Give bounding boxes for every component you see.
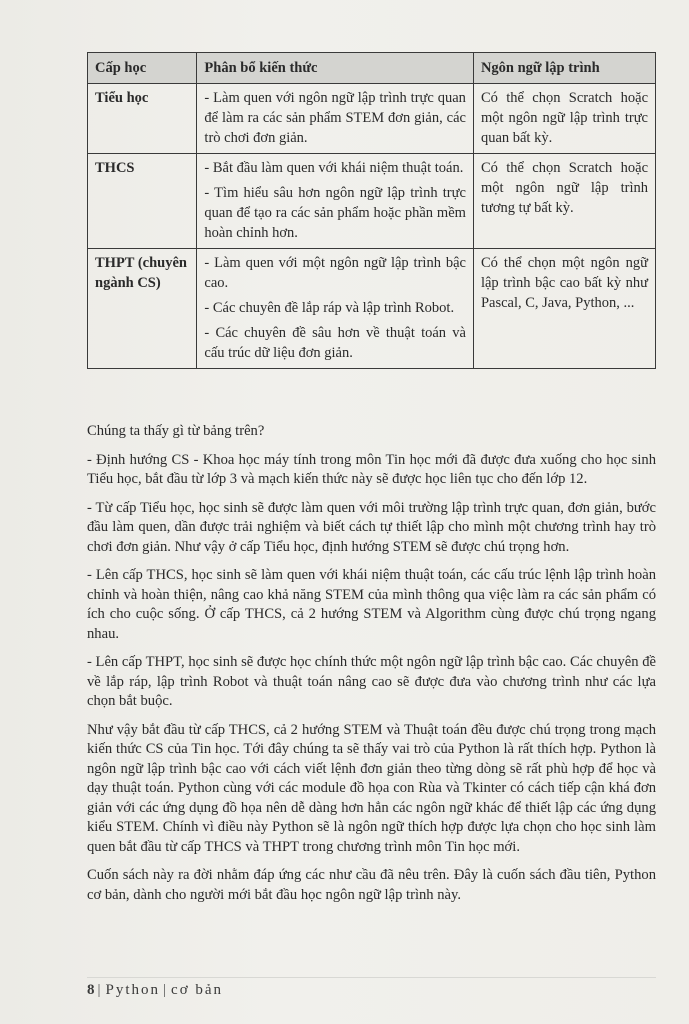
knowledge-item: - Các chuyên đề sâu hơn về thuật toán và cấu trúc dữ liệu đơn giản. xyxy=(204,325,466,361)
header-level: Cấp học xyxy=(88,53,197,84)
header-knowledge: Phân bổ kiến thức xyxy=(197,53,474,84)
book-title-word: Python xyxy=(105,982,161,998)
cell-language xyxy=(473,154,655,249)
header-language: Ngôn ngữ lập trình xyxy=(473,53,655,84)
language-text: Có thể chọn Scratch hoặc một ngôn ngữ lập trình tương tự bất kỳ. xyxy=(480,160,648,216)
cell-language xyxy=(473,84,655,154)
table-header-row xyxy=(88,53,656,84)
language-text: Có thể chọn Scratch hoặc một ngôn ngữ lập trình trực quan bất kỳ. xyxy=(480,90,648,146)
paragraph-book-purpose: Cuốn sách này ra đời nhằm đáp ứng các như cầu đã nêu trên. Đây là cuốn sách đầu tiên, Python cơ bản, dành cho người mới bắt đầu học ngôn ngữ lập trình này. xyxy=(87,867,656,903)
page-number: 8 xyxy=(87,982,95,998)
knowledge-item: - Tìm hiểu sâu hơn ngôn ngữ lập trình trực quan để tạo ra các sản phẩm hoặc phần mềm hoàn chỉnh hơn. xyxy=(204,185,466,241)
cell-knowledge xyxy=(197,249,474,369)
paragraph-python-role: Như vậy bắt đầu từ cấp THCS, cả 2 hướng STEM và Thuật toán đều được chú trọng trong mạch kiến thức CS của Tin học. Tới đây chúng ta sẽ thấy vai trò của Python là rất thích hợp. Python là ngôn ngữ lập trình bậc cao với cách viết lệnh đơn giản theo từng dòng sẽ rất phù hợp để học và dạy thuật toán. Python cùng với các module đồ họa con Rùa và Tkinter có cách tiếp cận khá đơn giản với các ứng dụng đồ họa nên dễ dàng hơn hẳn các ngôn ngữ khác để thiết lập các ứng dụng kiểu STEM. Chính vì điều này Python sẽ là ngôn ngữ thích hợp được lựa chọn cho học sinh làm quen bắt đầu từ cấp THCS và THPT trong chương trình môn Tin học mới. xyxy=(87,721,656,855)
paragraph-high-school: - Lên cấp THPT, học sinh sẽ được học chính thức một ngôn ngữ lập trình bậc cao. Các chuyên đề về lắp ráp, lập trình Robot và thuật toán nâng cao sẽ được đưa vào chương trình như các lựa chọn bắt buộc. xyxy=(87,654,656,709)
cell-level: Tiểu học xyxy=(88,84,197,154)
cell-language xyxy=(473,249,655,369)
table-row xyxy=(88,154,656,249)
knowledge-item: - Bắt đầu làm quen với khái niệm thuật toán. xyxy=(204,160,464,176)
knowledge-item: - Làm quen với một ngôn ngữ lập trình bậc cao. xyxy=(204,255,466,291)
paragraph-intro-question: Chúng ta thấy gì từ bảng trên? xyxy=(87,423,265,439)
cell-knowledge xyxy=(197,84,474,154)
knowledge-item: - Các chuyên đề lắp ráp và lập trình Robot. xyxy=(204,300,455,316)
body-text xyxy=(87,422,656,914)
paragraph-cs-orientation: - Định hướng CS - Khoa học máy tính trong môn Tin học mới đã được đưa xuống cho học sinh Tiểu học, bắt đầu từ lớp 3 và mạch kiến thức này sẽ được học liên tục cho đến lớp 12. xyxy=(87,451,656,487)
cell-level: THCS xyxy=(88,154,197,249)
book-title-word: cơ bản xyxy=(171,982,224,998)
cell-level: THPT (chuyên ngành CS) xyxy=(88,249,197,369)
language-text: Có thể chọn một ngôn ngữ lập trình bậc cao bất kỳ như Pascal, C, Java, Python, ... xyxy=(480,255,648,311)
footer-separator: | xyxy=(163,982,169,998)
table-row xyxy=(88,249,656,369)
table-row xyxy=(88,84,656,154)
cell-knowledge xyxy=(197,154,474,249)
footer-separator: | xyxy=(97,982,103,998)
paragraph-secondary: - Lên cấp THCS, học sinh sẽ làm quen với khái niệm thuật toán, các cấu trúc lệnh lập trình hoàn chỉnh và hoàn thiện, nâng cao khả năng STEM của mình thông qua việc làm ra các sản phẩm có ích cho cuộc sống. Ở cấp THCS, cả 2 hướng STEM và Algorithm cùng được chú trọng ngang nhau. xyxy=(87,567,656,642)
curriculum-table xyxy=(87,52,656,369)
knowledge-item: - Làm quen với ngôn ngữ lập trình trực quan để làm ra các sản phẩm STEM đơn giản, các trò chơi đơn giản. xyxy=(204,90,466,146)
paragraph-primary: - Từ cấp Tiểu học, học sinh sẽ được làm quen với môi trường lập trình trực quan, đơn giản, bước đầu làm quen, dần được trải nghiệm và biết cách tự thiết lập cho mình một chương trình hay trò chơi đơn giản. Như vậy ở cấp Tiểu học, định hướng STEM sẽ được chú trọng hơn. xyxy=(87,499,656,555)
page-footer xyxy=(87,982,223,999)
footer-divider xyxy=(87,977,656,978)
